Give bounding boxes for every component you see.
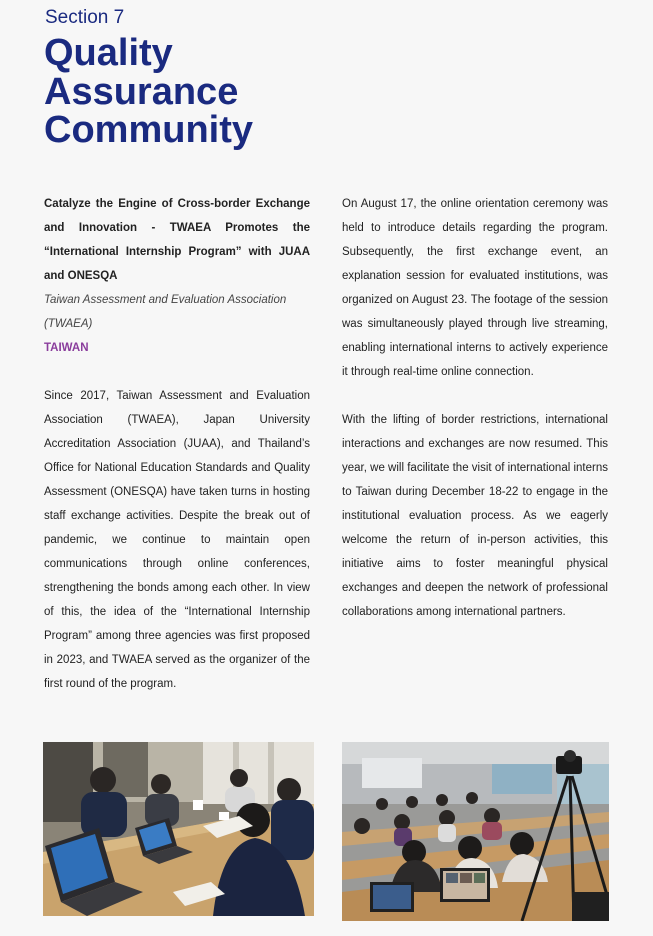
organization-name: Taiwan Assessment and Evaluation Association (TWAEA): [44, 294, 287, 330]
paragraph-2: On August 17, the online orientation ceremony was held to introduce details regarding the program. Subsequently, the first exchange event, an explanation session for evaluated institutions, was organized on August 23. The footage of the session was simultaneously played through live streaming, enabling international interns to actively experience it through real-time online connection.: [342, 198, 608, 378]
conference-room-photo: [342, 742, 609, 921]
country-label: TAIWAN: [44, 342, 89, 354]
section-label: Section 7: [45, 7, 125, 28]
page-title: [44, 34, 364, 150]
page-title-line-1: Quality: [44, 32, 173, 74]
article-heading: Catalyze the Engine of Cross-border Exchange and Innovation - TWAEA Promotes the “International Internship Program” with JUAA and ONESQA: [44, 198, 310, 282]
meeting-photo: [43, 742, 314, 916]
paragraph-1: Since 2017, Taiwan Assessment and Evaluation Association (TWAEA), Japan University Accreditation Association (JUAA), and Thailand’s Office for National Education Standards and Quality Assessment (ONESQA) have taken turns in hosting staff exchange activities. Despite the break out of pandemic, we continue to maintain open communications through online conferences, strengthening the bonds among each other. In view of this, the idea of the “International Internship Program” among three agencies was first proposed in 2023, and TWAEA served as the organizer of the first round of the program.: [44, 390, 310, 690]
left-column: [44, 192, 310, 696]
page-title-line-2: Assurance: [44, 70, 239, 113]
right-column: [342, 192, 608, 624]
page-title-line-3: Community: [44, 109, 253, 151]
paragraph-3: With the lifting of border restrictions, international interactions and exchanges are now resumed. This year, we will facilitate the visit of international interns to Taiwan during December 18-22 to engage in the institutional evaluation process. As we eagerly welcome the return of in-person activities, this initiative aims to foster meaningful physical exchanges and deepen the network of professional collaborations among international partners.: [342, 414, 608, 618]
